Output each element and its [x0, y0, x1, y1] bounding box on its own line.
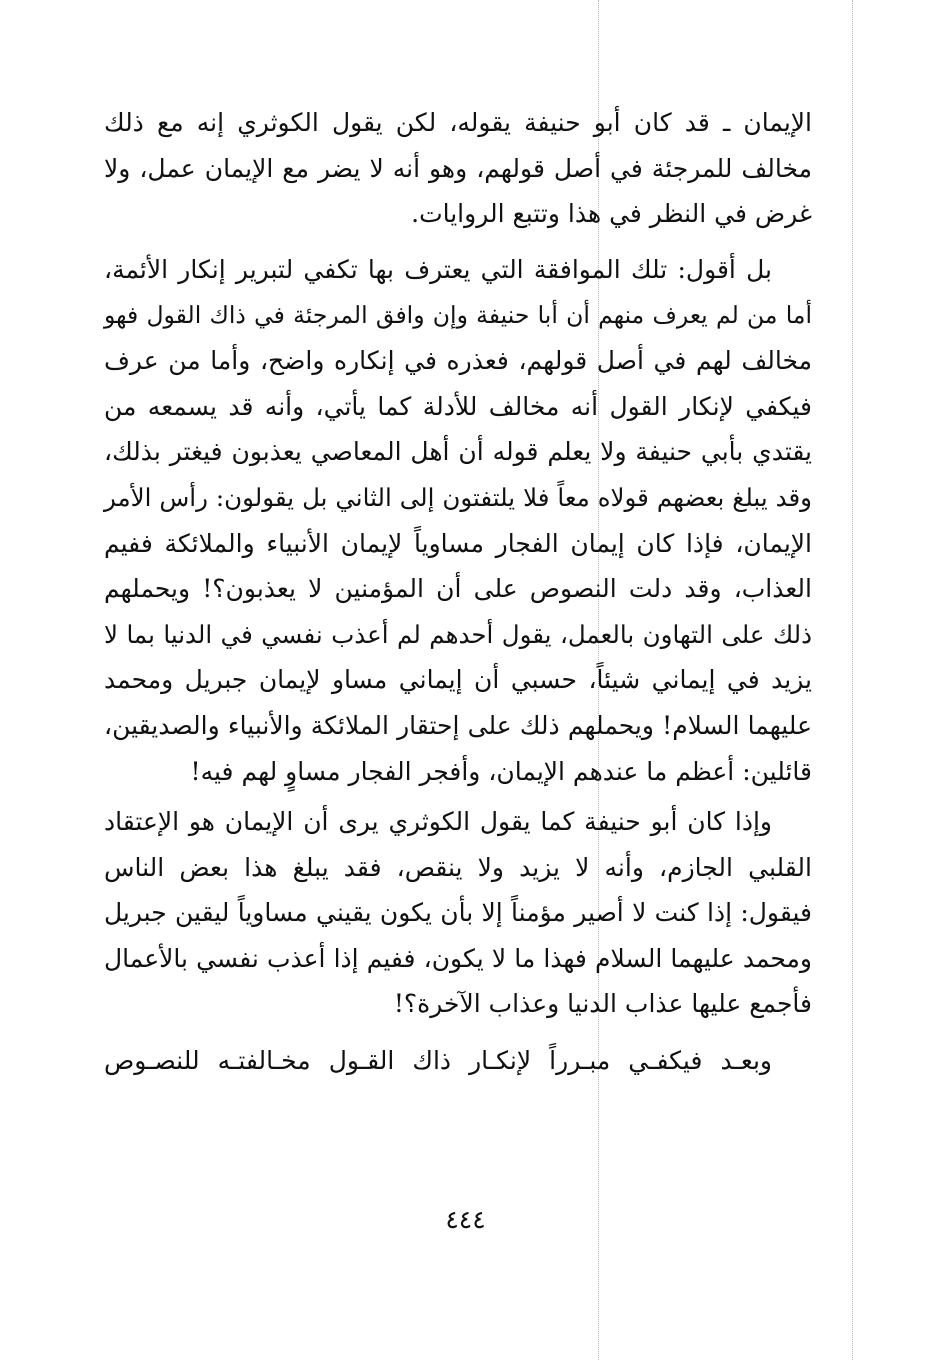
text-line: الإيمان ـ قد كان أبو حنيفة يقوله، لكن يقول الكوثري إنه مع ذلك [104, 108, 812, 137]
text-line: قائلين: أعظم ما عندهم الإيمان، وأفجر الفجار مساوٍ لهم فيه! [190, 756, 812, 786]
text-line: يقتدي بأبي حنيفة ولا يعلم قوله أن أهل المعاصي يعذبون فيغتر بذلك، [104, 437, 812, 467]
text-line: الإيمان، فإذا كان إيمان الفجار مساوياً لإيمان الأنبياء والملائكة ففيم [104, 528, 812, 558]
paragraph-1 [104, 100, 812, 237]
text-line: مخالف لهم في أصل قولهم، فعذره في إنكاره واضح، وأما من عرف [104, 346, 812, 376]
text-line: العذاب، وقد دلت النصوص على أن المؤمنين لا يعذبون؟! ويحملهم [104, 574, 812, 604]
text-line: فيقول: إذا كنت لا أصير مؤمناً إلا بأن يكون يقيني مساوياً ليقين جبريل [104, 898, 812, 928]
text-line: فأجمع عليها عذاب الدنيا وعذاب الآخرة؟! [393, 989, 812, 1019]
text-line: يزيد في إيماني شيئاً، حسبي أن إيماني مساو لإيمان جبريل ومحمد [104, 665, 812, 695]
text-line: غرض في النظر في هذا وتتبع الروايات. [411, 199, 812, 229]
text-line: ذلك على التهاون بالعمل، يقول أحدهم لم أعذب نفسي في الدنيا بما لا [104, 619, 812, 649]
text-line: وإذا كان أبو حنيفة كما يقول الكوثري يرى أن الإيمان هو الإعتقاد [104, 807, 772, 836]
text-line: عليهما السلام! ويحملهم ذلك على إحتقار الملائكة والأنبياء والصديقين، [104, 710, 812, 740]
text-line: القلبي الجازم، وأنه لا يزيد ولا ينقص، فقد يبلغ هذا بعض الناس [104, 852, 812, 882]
text-line: ومحمد عليهما السلام فهذا ما لا يكون، ففيم إذا أعذب نفسي بالأعمال [104, 943, 812, 973]
text-line: بل أقول: تلك الموافقة التي يعترف بها تكفي لتبرير إنكار الأئمة، [104, 255, 772, 284]
text-line: وبعـد فيكفـي مبـرراً لإنكـار ذاك القـول مخـالفتـه للنصـوص [104, 1046, 772, 1075]
text-line: فيكفي لإنكار القول أنه مخالف للأدلة كما يأتي، وأنه قد يسمعه من [104, 391, 812, 421]
scan-artifact-line [852, 0, 853, 1360]
text-line: وقد يبلغ بعضهم قولاه معاً فلا يلتفتون إلى الثاني بل يقولون: رأس الأمر [104, 482, 812, 512]
paragraph-3 [104, 799, 812, 1027]
paragraph-2 [104, 247, 812, 794]
text-line: أما من لم يعرف منهم أن أبا حنيفة وإن وافق المرجئة في ذاك القول فهو [104, 300, 812, 329]
text-line: مخالف للمرجئة في أصل قولهم، وهو أنه لا يضر مع الإيمان عمل، ولا [104, 153, 812, 183]
paragraph-4 [104, 1038, 812, 1084]
page-number: ٤٤٤ [445, 1205, 486, 1234]
